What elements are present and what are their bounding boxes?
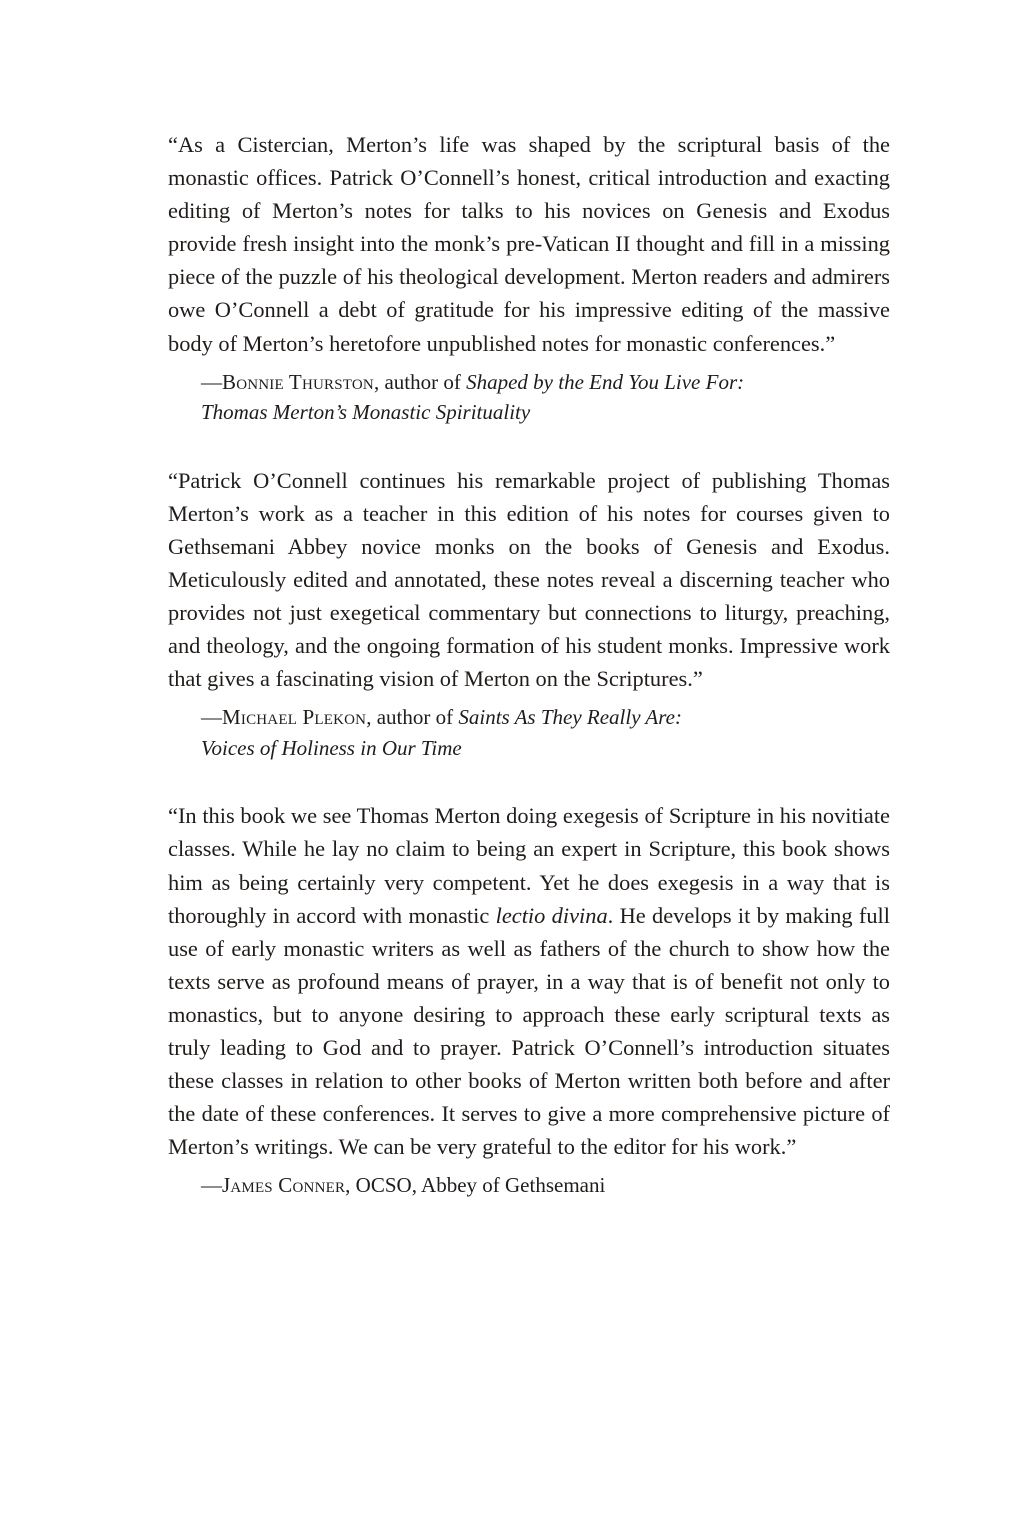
attribution-author-name: Michael Plekon [222,705,367,730]
attribution-work-title-line-1: Shaped by the End You Live For: [466,369,745,394]
attribution-dash: — [201,1173,222,1198]
blurb-1-quote: “As a Cistercian, Merton’s life was shaped by the scriptural basis of the monastic offices. Patrick O’Connell’s honest, critical introduction and exacting editing of Merton’s notes for talks to his novices on Genesis and Exodus provide fresh insight into the monk’s pre-Vatican II thought and fill in a missing piece of the puzzle of his theological development. Merton readers and admirers owe O’Connell a debt of gratitude for his impressive editing of the massive body of Merton’s heretofore unpublished notes for monastic conferences.” [168,132,890,356]
attribution-role: , OCSO, Abbey of Gethsemani [345,1173,606,1198]
blurb-2-attribution [168,702,890,763]
blurb-3-attribution [168,1170,890,1201]
blurb-3 [168,799,890,1201]
blurb-2 [168,464,890,764]
attribution-work-title-line-2: Thomas Merton’s Monastic Spirituality [201,400,531,425]
blurb-separator [168,763,890,799]
text-column [168,128,890,1201]
attribution-dash: — [201,369,222,394]
attribution-author-name: James Conner [222,1173,346,1198]
attribution-dash: — [201,705,222,730]
blurb-1-attribution [168,367,890,428]
blurb-2-quote: “Patrick O’Connell continues his remarkable project of publishing Thomas Merton’s work as a teacher in this edition of his notes for courses given to Gethsemani Abbey novice monks on the books of Genesis and Exodus. Meticulously edited and annotated, these notes reveal a discerning teacher who provides not just exegetical commentary but connections to liturgy, preaching, and theology, and the ongoing formation of his student monks. Impressive work that gives a fascinating vision of Merton on the Scriptures.” [168,467,890,692]
blurb-separator [168,428,890,464]
attribution-role: , author of [366,705,459,730]
attribution-role: , author of [373,369,467,394]
blurb-1 [168,128,890,428]
blurb-3-quote-italic-term: lectio divina [495,902,608,928]
blurb-3-quote-part-2: . He develops it by making full use of early monastic writers as well as fathers of the church to show how the texts serve as profound means of prayer, in a way that is of benefit not only to monastics, but to anyone desiring to approach these early scriptural texts as truly leading to God and to prayer. Patrick O’Connell’s introduction situates these classes in relation to other books of Merton written both before and after the date of these conferences. It serves to give a more comprehensive picture of Merton’s writings. We can be very grateful to the editor for his work.” [168,902,890,1160]
attribution-author-name: Bonnie Thurston [222,369,374,394]
attribution-work-title-line-2: Voices of Holiness in Our Time [201,735,462,760]
blurb-3-quote [168,799,890,1163]
attribution-work-title-line-1: Saints As They Really Are: [458,705,682,730]
blurb-3-quote-part-1: “In this book we see Thomas Merton doing exegesis of Scripture in his novitiate classes. While he lay no claim to being an expert in Scripture, this book shows him as being certainly very competent. Yet he does exegesis in a way that is thoroughly in accord with monastic [168,803,890,928]
